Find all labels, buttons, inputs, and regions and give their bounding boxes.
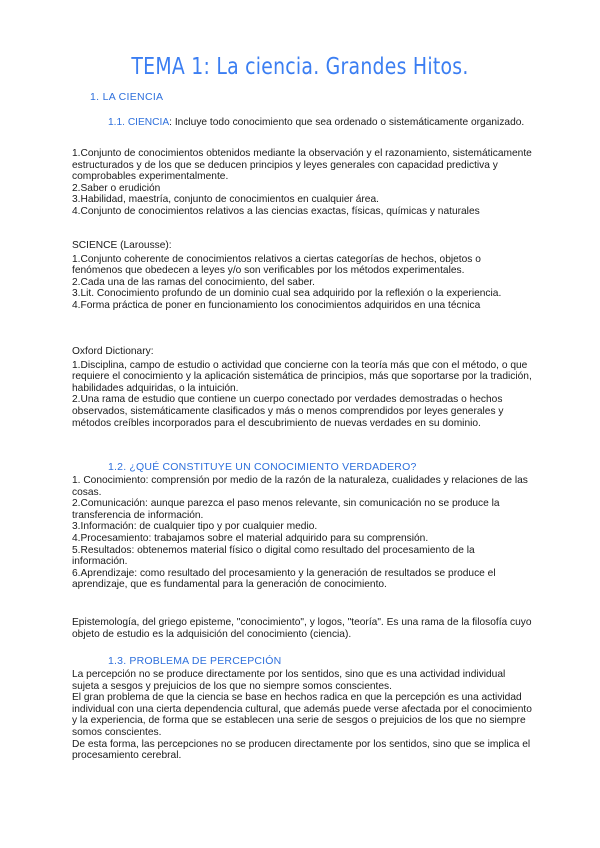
rae-def-2: 2.Saber o erudición <box>72 182 161 194</box>
oxford-definitions <box>72 346 532 429</box>
larousse-def-1: 1.Conjunto coherente de conocimientos relativos a ciertas categorías de hechos, objetos o fenómenos que obedecen a leyes y/o son verificables por los métodos experimentales. <box>72 253 481 277</box>
epistemology-paragraph: Epistemología, del griego episteme, "conocimiento", y logos, "teoría". Es una rama de la filosofía cuyo objeto de estudio es la adquisición del conocimiento (ciencia). <box>72 617 532 640</box>
perception-paragraph-2: El gran problema de que la ciencia se base en hechos radica en que la percepción es una actividad individual con una cierta dependencia cultural, que además puede verse afectada por el conocimiento y la experiencia, de forma que se establecen una serie de sesgos o prejuicios de los que no siempre somos conscientes. <box>72 692 532 738</box>
perception-paragraphs <box>72 669 532 762</box>
rae-definitions <box>72 148 532 218</box>
larousse-definitions <box>72 240 532 312</box>
knowledge-item-6: 6.Aprendizaje: como resultado del procesamiento y la generación de resultados se produce el aprendizaje, que es fundamental para la generación de conocimiento. <box>72 567 496 591</box>
subsection-1-3-heading: 1.3. PROBLEMA DE PERCEPCIÓN <box>108 655 282 667</box>
larousse-def-2: 2.Cada una de las ramas del conocimiento, del saber. <box>72 276 315 288</box>
true-knowledge-list <box>72 475 532 591</box>
subsection-1-1-text: : Incluye todo conocimiento que sea ordenado o sistemáticamente organizado. <box>169 117 525 128</box>
subsection-1-1 <box>108 116 528 131</box>
knowledge-item-3: 3.Información: de cualquier tipo y por cualquier medio. <box>72 521 318 533</box>
page-title: TEMA 1: La ciencia. Grandes Hitos. <box>131 54 469 80</box>
perception-paragraph-1: La percepción no se produce directamente por los sentidos, sino que es una actividad individual sujeta a sesgos y prejuicios de los que no siempre somos conscientes. <box>72 669 506 692</box>
perception-paragraph-3: De esta forma, las percepciones no se producen directamente por los sentidos, sino que se implica el procesamiento cerebral. <box>72 738 531 762</box>
rae-def-4: 4.Conjunto de conocimientos relativos a las ciencias exactas, físicas, químicas y naturales <box>72 205 480 217</box>
knowledge-item-4: 4.Procesamiento: trabajamos sobre el material adquirido para su comprensión. <box>72 532 429 544</box>
subsection-1-1-label: 1.1. CIENCIA <box>108 117 170 128</box>
larousse-heading: SCIENCE (Larousse): <box>72 240 172 251</box>
knowledge-item-2: 2.Comunicación: aunque parezca el paso menos relevante, sin comunicación no se produce la transferencia de información. <box>72 498 500 521</box>
oxford-def-1: 1.Disciplina, campo de estudio o actividad que concierne con la teoría más que con el método, o que requiere el conocimiento y la aplicación sistemática de principios, más que soportarse por la tradición, habilidades adquiridas, o la intuición. <box>72 359 532 394</box>
knowledge-item-5: 5.Resultados: obtenemos material físico o digital como resultado del procesamiento de la información. <box>72 544 475 568</box>
oxford-heading: Oxford Dictionary: <box>72 346 154 357</box>
rae-def-1: 1.Conjunto de conocimientos obtenidos mediante la observación y el razonamiento, sistemáticamente estructurados y de los que se deducen principios y leyes generales con capacidad predictiva y comprobables experimentalmente. <box>72 148 532 183</box>
subsection-1-2-heading: 1.2. ¿QUÉ CONSTITUYE UN CONOCIMIENTO VERDADERO? <box>108 461 417 473</box>
knowledge-item-1: 1. Conocimiento: comprensión por medio de la razón de la naturaleza, cualidades y relaciones de las cosas. <box>72 475 528 498</box>
rae-def-3: 3.Habilidad, maestría, conjunto de conocimientos en cualquier área. <box>72 194 379 206</box>
larousse-def-4: 4.Forma práctica de poner en funcionamiento los conocimientos adquiridos en una técnica <box>72 299 481 311</box>
section-heading-la-ciencia: 1. LA CIENCIA <box>90 91 164 103</box>
larousse-def-3: 3.Lit. Conocimiento profundo de un dominio cual sea adquirido por la reflexión o la experiencia. <box>72 288 502 300</box>
oxford-def-2: 2.Una rama de estudio que contiene un cuerpo conectado por verdades demostradas o hechos observados, sistemáticamente clasificados y más o menos comprendidos por leyes generales y métodos creíbles incorporados para el descubrimiento de nuevas verdades en su dominio. <box>72 394 504 429</box>
